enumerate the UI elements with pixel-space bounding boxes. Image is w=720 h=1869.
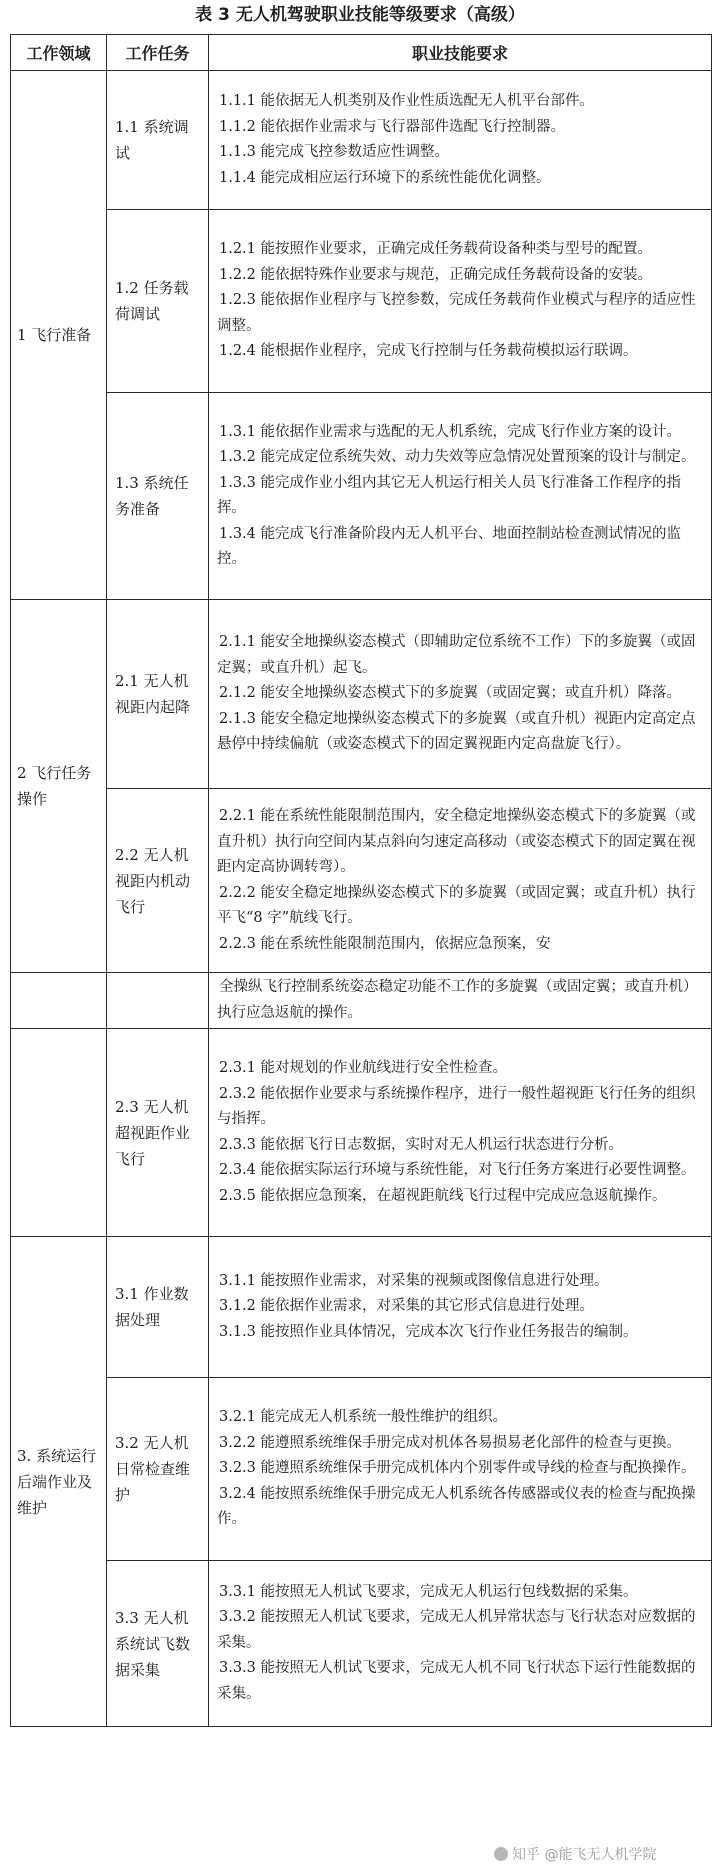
requirement-item: 3.2.1 能完成无人机系统一般性维护的组织。 [219,1409,508,1426]
task-cell: 2.1 无人机视距内起降 [107,600,209,789]
task-cell: 3.1 作业数据处理 [107,1237,209,1378]
task-cell [107,973,209,1029]
requirement-item: 2.1.2 能安全地操纵姿态模式下的多旋翼（或固定翼；或直升机）降落。 [219,685,682,702]
requirement-item: 3.3.3 能按照无人机试飞要求，完成无人机不同飞行状态下运行性能数据的采集。 [217,1660,696,1702]
requirements-cell [209,210,712,393]
requirement-item: 1.1.3 能完成飞控参数适应性调整。 [219,144,450,160]
requirement-item: 1.2.2 能依据特殊作业要求与规范，正确完成任务载荷设备的安装。 [219,266,653,283]
requirement-item: 1.2.1 能按照作业要求，正确完成任务载荷设备种类与型号的配置。 [219,241,653,258]
requirement-item: 3.1.3 能按照作业具体情况，完成本次飞行作业任务报告的编制。 [219,1323,638,1340]
requirement-item: 3.2.3 能遵照系统维保手册完成机体内个别零件或导线的检查与配换操作。 [219,1460,696,1477]
table-row [11,1378,712,1561]
requirement-item: 2.2.2 能安全稳定地操纵姿态模式下的多旋翼（或固定翼；或直升机）执行平飞“8 字”航线飞行。 [217,884,696,926]
task-cell: 2.2 无人机视距内机动飞行 [107,789,209,973]
requirements-cell [209,789,712,973]
requirements-cell [209,973,712,1029]
requirements-cell [209,1237,712,1378]
task-cell: 2.3 无人机超视距作业飞行 [107,1029,209,1237]
domain-cell: 3. 系统运行后端作业及维护 [11,1237,107,1727]
requirement-item: 1.3.1 能依据作业需求与选配的无人机系统，完成飞行作业方案的设计。 [219,423,682,440]
empty-domain-cell [11,973,107,1029]
watermark [490,1844,656,1864]
table-row [11,973,712,1029]
empty-domain-cell [11,1029,107,1237]
table-row [11,210,712,393]
table-row [11,789,712,973]
task-cell: 1.3 系统任务准备 [107,393,209,600]
requirements-cell [209,1561,712,1727]
requirement-item: 2.3.4 能依据实际运行环境与系统性能，对飞行任务方案进行必要性调整。 [219,1162,696,1178]
requirement-item: 2.3.3 能依据飞行日志数据，实时对无人机运行状态进行分析。 [219,1136,624,1153]
requirements-cell [209,71,712,210]
page-title: 表 3 无人机驾驶职业技能等级要求（高级） [195,5,525,25]
table-row [11,1029,712,1237]
requirement-item: 1.2.3 能依据作业程序与飞控参数，完成任务载荷作业模式与程序的适应性调整。 [217,292,696,334]
requirements-cell [209,393,712,600]
task-cell: 3.2 无人机日常检查维护 [107,1378,209,1561]
domain-cell: 1 飞行准备 [11,71,107,600]
requirement-item: 2.3.1 能对规划的作业航线进行安全性检查。 [219,1060,508,1076]
requirement-item: 2.2.3 能在系统性能限制范围内，依据应急预案，安 [219,935,551,952]
header-task: 工作任务 [107,35,209,71]
requirement-item: 2.3.2 能依据作业要求与系统操作程序，进行一般性超视距飞行任务的组织与指挥。 [217,1085,696,1127]
requirement-item: 2.3.5 能依据应急预案，在超视距航线飞行过程中完成应急返航操作。 [219,1187,667,1204]
requirement-item: 全操纵飞行控制系统姿态稳定功能不工作的多旋翼（或固定翼；或直升机）执行应急返航的操作。 [217,979,698,1021]
requirement-item: 3.3.2 能按照无人机试飞要求，完成无人机异常状态与飞行状态对应数据的采集。 [217,1609,696,1651]
requirement-item: 1.2.4 能根据作业程序，完成飞行控制与任务载荷模拟运行联调。 [219,343,638,360]
table-row [11,71,712,210]
requirements-cell [209,600,712,789]
table-row [11,600,712,789]
task-cell: 1.2 任务载荷调试 [107,210,209,393]
task-cell: 3.3 无人机系统试飞数据采集 [107,1561,209,1727]
requirement-item: 3.3.1 能按照无人机试飞要求，完成无人机运行包线数据的采集。 [219,1583,638,1600]
circle-logo-icon [494,1847,508,1861]
domain-cell: 2 飞行任务操作 [11,600,107,973]
table-row [11,1561,712,1727]
requirements-cell [209,1378,712,1561]
skills-table [10,34,712,1727]
requirement-item: 1.3.3 能完成作业小组内其它无人机运行相关人员飞行准备工作程序的指挥。 [217,474,682,516]
requirement-item: 2.1.3 能安全稳定地操纵姿态模式下的多旋翼（或直升机）视距内定高定点悬停中持续偏航（或姿态模式下的固定翼视距内定高盘旋飞行）。 [217,710,696,753]
requirement-item: 1.1.4 能完成相应运行环境下的系统性能优化调整。 [219,169,551,186]
header-domain: 工作领域 [11,35,107,71]
requirement-item: 3.2.2 能遵照系统维保手册完成对机体各易损易老化部件的检查与更换。 [219,1434,682,1451]
table-row [11,1237,712,1378]
requirement-item: 3.2.4 能按照系统维保手册完成无人机系统各传感器或仪表的检查与配换操作。 [217,1485,696,1528]
requirement-item: 2.2.1 能在系统性能限制范围内，安全稳定地操纵姿态模式下的多旋翼（或直升机）执行向空间内某点斜向匀速定高移动（或姿态模式下的固定翼在视距内定高协调转弯）。 [217,808,696,875]
requirement-item: 2.1.1 能安全地操纵姿态模式（即辅助定位系统不工作）下的多旋翼（或固定翼；或直升机）起飞。 [217,634,696,676]
requirement-item: 3.1.1 能按照作业需求，对采集的视频或图像信息进行处理。 [219,1272,609,1289]
requirement-item: 1.1.1 能依据无人机类别及作业性质选配无人机平台部件。 [219,93,595,109]
table-row [11,393,712,600]
table-header-row [11,35,712,71]
requirement-item: 1.1.2 能依据作业需求与飞行器部件选配飞行控制器。 [219,118,566,135]
header-requirements: 职业技能要求 [209,35,712,71]
task-cell: 1.1 系统调试 [107,71,209,210]
requirement-item: 3.1.2 能依据作业需求，对采集的其它形式信息进行处理。 [219,1298,595,1315]
watermark-text: 知乎 @能飞无人机学院 [512,1847,657,1863]
requirement-item: 1.3.4 能完成飞行准备阶段内无人机平台、地面控制站检查测试情况的监控。 [217,525,682,567]
requirement-item: 1.3.2 能完成定位系统失效、动力失效等应急情况处置预案的设计与制定。 [219,449,696,465]
requirements-cell [209,1029,712,1237]
